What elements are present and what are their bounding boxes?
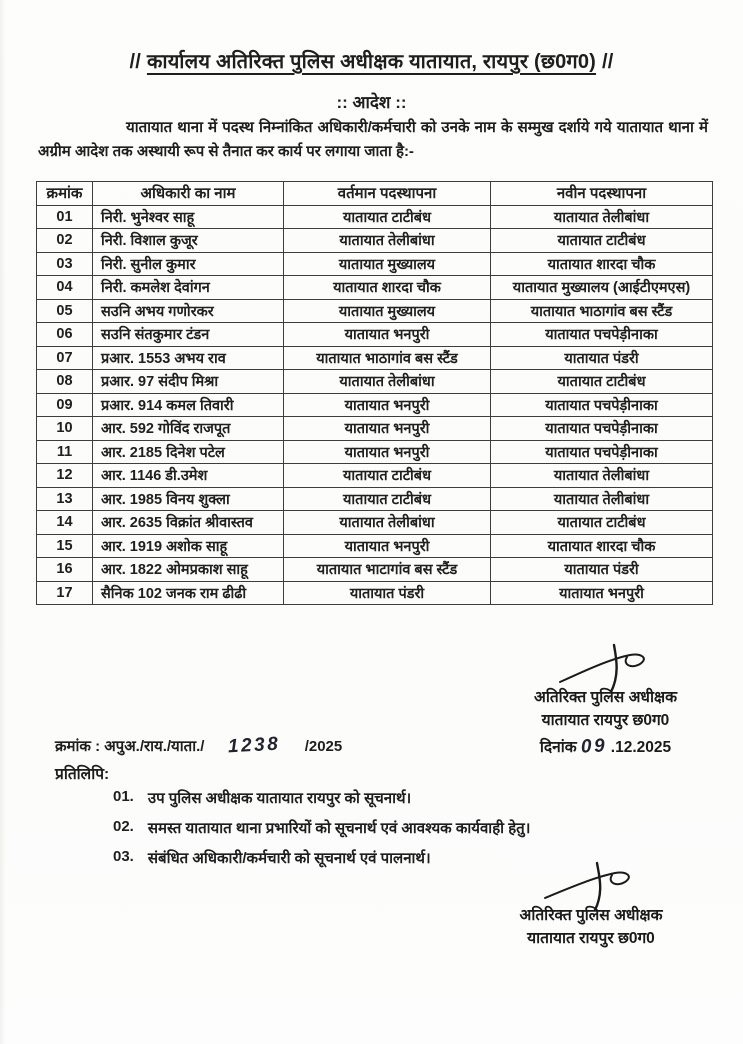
current-posting-cell: यातायात टाटीबंध [284,464,491,488]
current-posting-cell: यातायात भाटागांव बस स्टैंड [284,558,491,582]
signatory-designation: अतिरिक्त पुलिस अधीक्षक [519,907,663,924]
table-row [37,370,713,394]
officer-name-cell: आर. 2185 दिनेश पटेल [93,440,284,464]
current-posting-cell: यातायात भनपुरी [284,393,491,417]
current-posting-cell: यातायात भनपुरी [284,440,491,464]
copy-item-text: संबंधित अधिकारी/कर्मचारी को सूचनार्थ एवं पालनार्थ। [147,850,431,867]
row-number-cell: 07 [37,346,93,370]
officer-name-cell: निरी. सुनील कुमार [93,252,284,276]
copy-item-number: 03. [113,848,134,865]
table-header-row [37,182,713,206]
signature-block-top [498,642,713,761]
new-posting-cell: यातायात टाटीबंध [491,229,713,253]
officer-name-cell: आर. 1919 अशोक साहू [93,534,284,558]
table-body [37,205,713,605]
table-row [37,487,713,511]
new-posting-cell: यातायात शारदा चौक [491,534,713,558]
handwritten-date-day: 09 [580,734,608,758]
row-number-cell: 04 [37,276,93,300]
table-row [37,252,713,276]
new-posting-cell: यातायात भनपुरी [491,581,713,605]
copy-item [113,848,431,868]
current-posting-cell: यातायात पंडरी [284,581,491,605]
row-number-cell: 01 [37,205,93,229]
scan-edge-shading [0,0,6,1044]
officer-name-cell: आर. 592 गोविंद राजपूत [93,417,284,441]
table-row [37,229,713,253]
table-row [37,417,713,441]
table-row [37,581,713,605]
office-title-text: कार्यालय अतिरिक्त पुलिस अधीक्षक यातायात, रायपुर (छ0ग0) [146,51,597,73]
signatory-office: यातायात रायपुर छ0ग0 [541,712,670,730]
current-posting-cell: यातायात शारदा चौक [284,276,491,300]
current-posting-cell: यातायात भाठागांव बस स्टैंड [284,346,491,370]
new-posting-cell: यातायात पचपेड़ीनाका [491,440,713,464]
new-posting-cell: यातायात पचपेड़ीनाका [491,417,713,441]
row-number-cell: 15 [37,534,93,558]
row-number-cell: 05 [37,299,93,323]
title-left-slashes: // [129,51,141,73]
current-posting-cell: यातायात तेलीबांधा [284,370,491,394]
current-posting-cell: यातायात तेलीबांधा [284,229,491,253]
new-posting-cell: यातायात शारदा चौक [491,252,713,276]
new-posting-cell: यातायात मुख्यालय (आईटीएमएस) [491,276,713,300]
row-number-cell: 11 [37,440,93,464]
table-row [37,511,713,535]
table-row [37,440,713,464]
header-new-posting: नवीन पदस्थापना [491,182,713,206]
title-right-slashes: // [602,51,614,73]
row-number-cell: 16 [37,558,93,582]
table-row [37,323,713,347]
new-posting-cell: यातायात तेलीबांधा [491,205,713,229]
signature-block-bottom [481,860,701,951]
officer-name-cell: निरी. कमलेश देवांगन [93,276,284,300]
date-month-year: .12.2025 [610,738,672,756]
copy-item-text: उप पुलिस अधीक्षक यातायात रायपुर को सूचनार्थ। [147,790,412,807]
new-posting-cell: यातायात पचपेड़ीनाका [491,393,713,417]
officer-name-cell: प्रआर. 914 कमल तिवारी [93,393,284,417]
header-serial: क्रमांक [37,182,93,206]
officer-name-cell: निरी. विशाल कुजूर [93,229,284,253]
current-posting-cell: यातायात भनपुरी [284,534,491,558]
signatory-designation: अतिरिक्त पुलिस अधीक्षक [533,689,677,706]
officer-name-cell: सैनिक 102 जनक राम ढीढी [93,581,284,605]
new-posting-cell: यातायात भाठागांव बस स्टैंड [491,299,713,323]
row-number-cell: 10 [37,417,93,441]
current-posting-cell: यातायात भनपुरी [284,417,491,441]
copy-item [113,818,530,838]
reference-number-line [55,735,342,757]
officer-name-cell: निरी. भुनेश्वर साहू [93,205,284,229]
officer-name-cell: प्रआर. 1553 अभय राव [93,346,284,370]
officer-name-cell: आर. 1822 ओमप्रकाश साहू [93,558,284,582]
copy-item-text: समस्त यातायात थाना प्रभारियों को सूचनार्थ एवं आवश्यक कार्यवाही हेतु। [147,820,531,837]
date-label: दिनांक [539,738,577,756]
officer-name-cell: प्रआर. 97 संदीप मिश्रा [93,370,284,394]
header-current-posting: वर्तमान पदस्थापना [284,182,491,206]
officer-name-cell: आर. 2635 विक्रांत श्रीवास्तव [93,511,284,535]
new-posting-cell: यातायात टाटीबंध [491,370,713,394]
table-row [37,276,713,300]
row-number-cell: 12 [37,464,93,488]
copy-item [113,788,411,808]
copy-item-number: 02. [113,818,134,835]
table-row [37,299,713,323]
new-posting-cell: यातायात पचपेड़ीनाका [491,323,713,347]
order-date-line [498,733,713,762]
row-number-cell: 03 [37,252,93,276]
current-posting-cell: यातायात तेलीबांधा [284,511,491,535]
current-posting-cell: यातायात मुख्यालय [284,299,491,323]
order-body-text: यातायात थाना में पदस्थ निम्नांकित अधिकारी/कर्मचारी को उनके नाम के सम्मुख दर्शाये गये यातायात थाना में अग्रीम आदेश तक अस्थायी रूप से तैनात कर कार्य पर लगाया जाता है:- [38,119,708,161]
officer-name-cell: सउनि संतकुमार टंडन [93,323,284,347]
signatory-office: यातायात रायपुर छ0ग0 [527,930,655,948]
table-row [37,346,713,370]
copies-heading: प्रतिलिपि: [55,766,110,783]
reference-prefix: क्रमांक : अपुअ./राय./याता./ [55,738,205,755]
table-row [37,558,713,582]
row-number-cell: 06 [37,323,93,347]
copy-item-number: 01. [113,788,134,805]
table-row [37,464,713,488]
officer-name-cell: आर. 1985 विनय शुक्ला [93,487,284,511]
row-number-cell: 09 [37,393,93,417]
current-posting-cell: यातायात मुख्यालय [284,252,491,276]
handwritten-reference-number: 1238 [227,733,282,758]
table-row [37,393,713,417]
row-number-cell: 02 [37,229,93,253]
table-row [37,534,713,558]
row-number-cell: 08 [37,370,93,394]
new-posting-cell: यातायात तेलीबांधा [491,487,713,511]
row-number-cell: 14 [37,511,93,535]
current-posting-cell: यातायात टाटीबंध [284,205,491,229]
new-posting-cell: यातायात तेलीबांधा [491,464,713,488]
header-officer-name: अधिकारी का नाम [93,182,284,206]
reference-year: /2025 [304,738,343,755]
new-posting-cell: यातायात टाटीबंध [491,511,713,535]
row-number-cell: 17 [37,581,93,605]
current-posting-cell: यातायात टाटीबंध [284,487,491,511]
table-row [37,205,713,229]
current-posting-cell: यातायात भनपुरी [284,323,491,347]
new-posting-cell: यातायात पंडरी [491,346,713,370]
order-heading: :: आदेश :: [336,93,407,112]
new-posting-cell: यातायात पंडरी [491,558,713,582]
officer-name-cell: आर. 1146 डी.उमेश [93,464,284,488]
transfer-table [36,181,713,605]
officer-name-cell: सउनि अभय गणोरकर [93,299,284,323]
row-number-cell: 13 [37,487,93,511]
office-title [0,47,743,74]
